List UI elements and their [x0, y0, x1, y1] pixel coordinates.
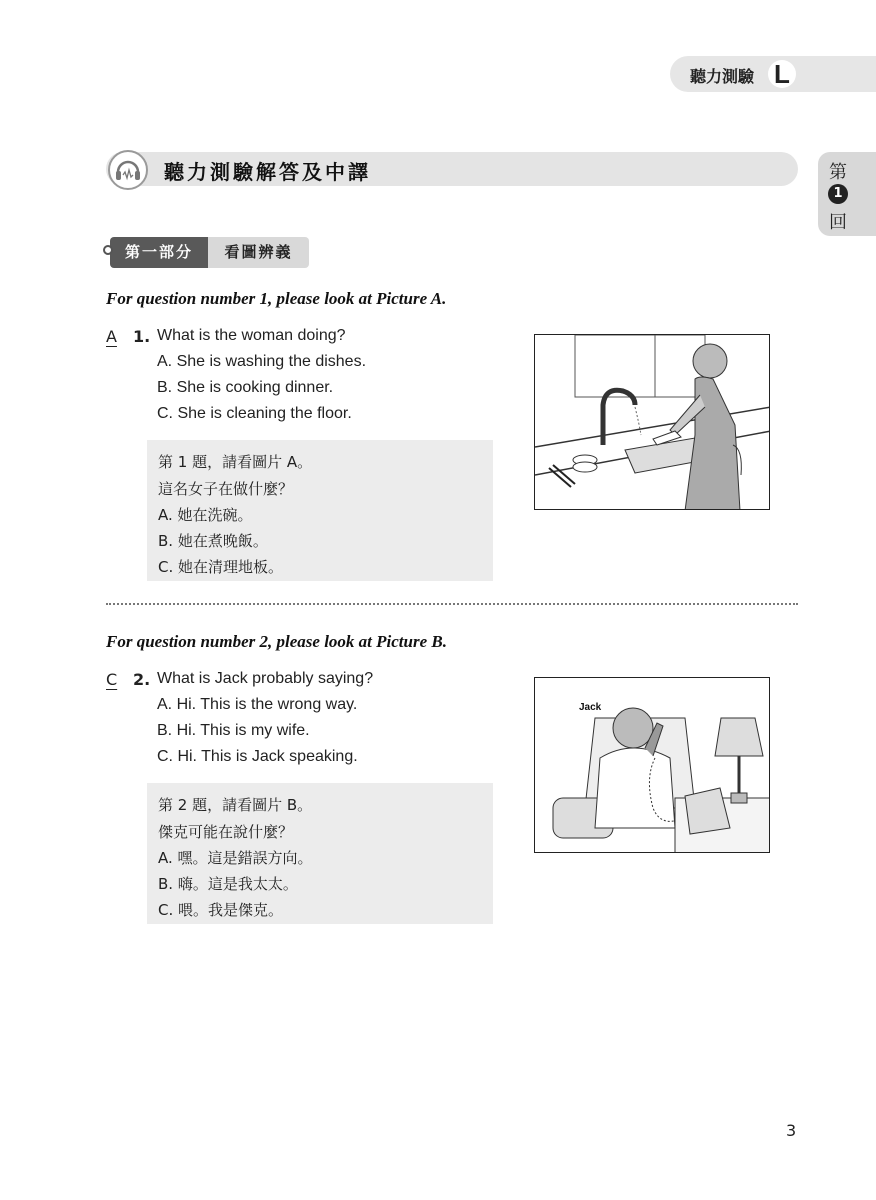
question-2-translation-line: A. 嘿。這是錯誤方向。	[158, 849, 313, 867]
question-2-option-a: A. Hi. This is the wrong way.	[157, 696, 358, 713]
question-2-text: What is Jack probably saying?	[157, 670, 374, 687]
question-1-translation-line: C. 她在清理地板。	[158, 558, 284, 576]
header-title: 聽力測驗	[690, 67, 755, 86]
question-1-translation-line: B. 她在煮晚飯。	[158, 532, 268, 550]
part-name: 看圖辨義	[208, 237, 309, 268]
question-1-number: 1.	[133, 327, 151, 346]
question-2-translation-line: 傑克可能在說什麼？	[158, 823, 294, 841]
question-2-option-c: C. Hi. This is Jack speaking.	[157, 748, 358, 765]
question-2-translation-line: C. 喂。我是傑克。	[158, 901, 284, 919]
chapter-prefix: 第	[829, 162, 847, 183]
question-2-translation-line: 第 2 題，請看圖片 B。	[158, 796, 313, 814]
question-2-option-b: B. Hi. This is my wife.	[157, 722, 310, 739]
section-divider	[106, 603, 798, 605]
question-1-option-a: A. She is washing the dishes.	[157, 353, 367, 370]
question-1-text: What is the woman doing?	[157, 327, 346, 344]
question-1-answer: A	[106, 327, 117, 346]
chapter-number: 1	[828, 184, 848, 204]
question-2-answer: C	[106, 670, 118, 689]
header-letter-badge: L	[768, 60, 796, 88]
question-1-translation-line: 這名女子在做什麼？	[158, 480, 294, 498]
page-number: 3	[786, 1121, 797, 1140]
headphones-icon	[108, 150, 148, 190]
part-dot-icon	[103, 245, 113, 255]
question-1-translation-line: 第 1 題，請看圖片 A。	[158, 453, 313, 471]
question-2-instruction: For question number 2, please look at Picture B.	[106, 632, 447, 651]
picture-b-jack-on-phone	[534, 677, 770, 853]
picture-b-label: Jack	[579, 702, 602, 713]
question-2-translation-line: B. 嗨。這是我太太。	[158, 875, 298, 893]
question-2-number: 2.	[133, 670, 151, 689]
question-1-instruction: For question number 1, please look at Picture A.	[106, 289, 447, 308]
question-1-option-b: B. She is cooking dinner.	[157, 379, 334, 396]
question-1-translation-line: A. 她在洗碗。	[158, 506, 253, 524]
picture-a-woman-washing-dishes	[534, 334, 770, 510]
part-label: 第一部分	[110, 237, 208, 268]
section-title: 聽力測驗解答及中譯	[164, 160, 371, 184]
chapter-suffix: 回	[829, 212, 847, 233]
question-1-option-c: C. She is cleaning the floor.	[157, 405, 352, 422]
